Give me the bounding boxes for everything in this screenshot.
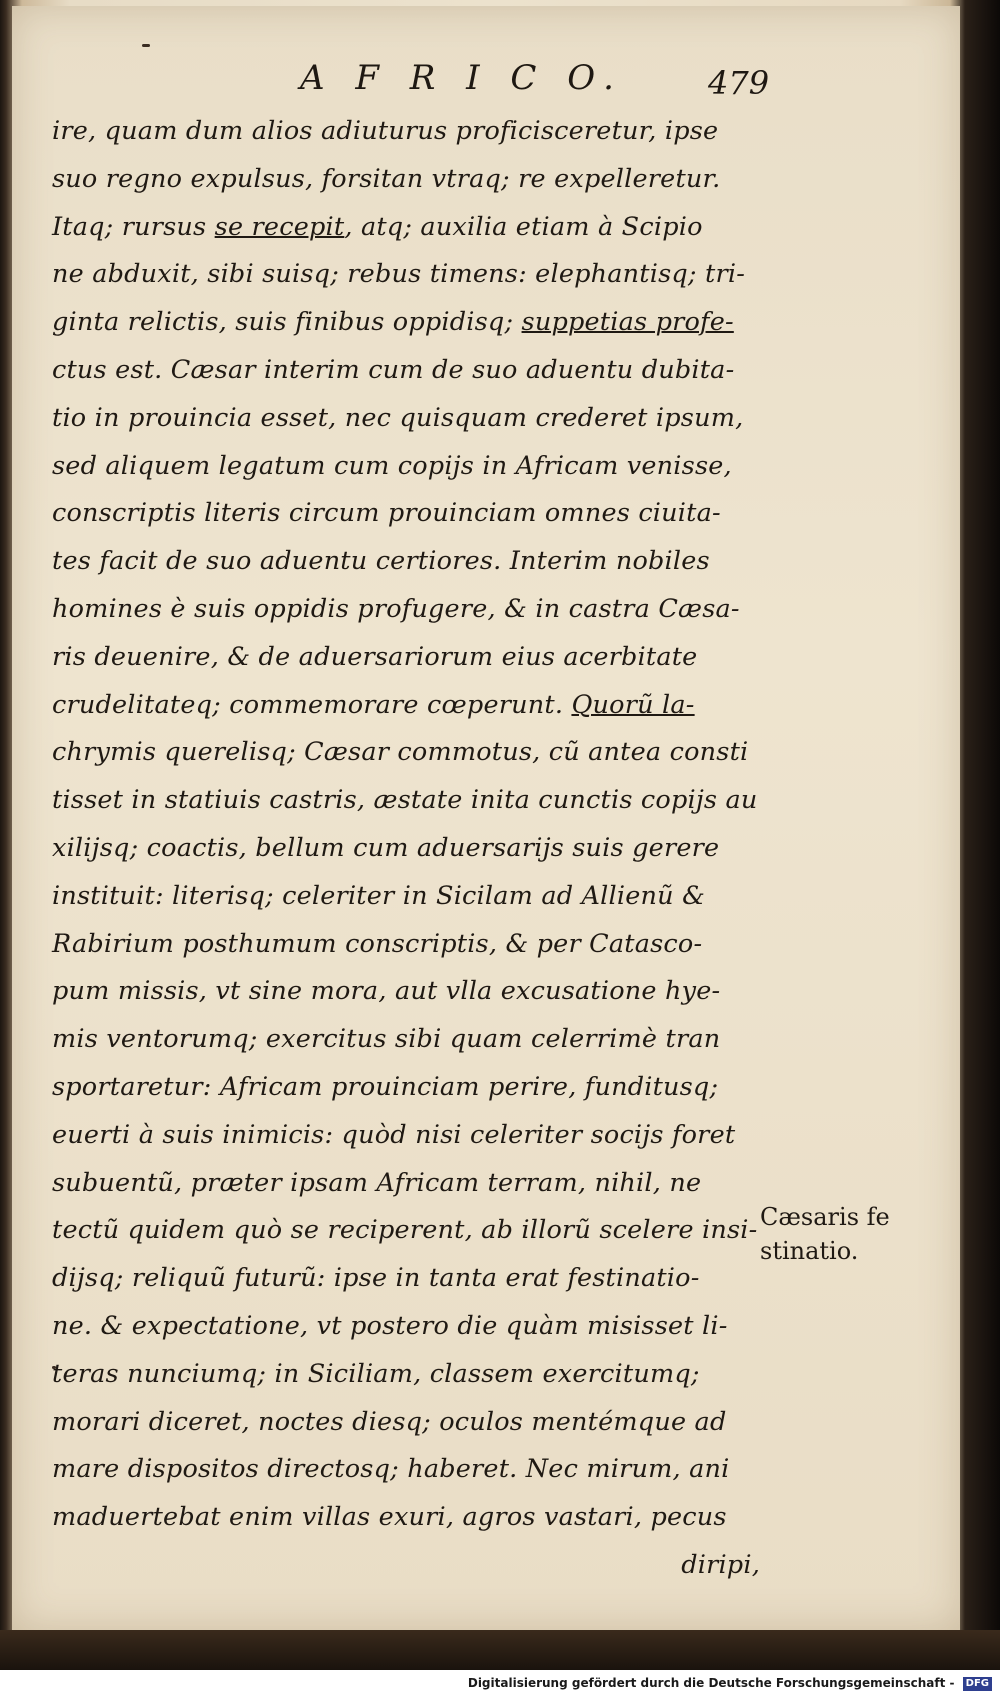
text-line: maduertebat enim villas exuri, agros vastari, pecus	[52, 1502, 727, 1533]
text-line: tectũ quidem quò se reciperent, ab illorũ scelere insi-	[52, 1215, 758, 1246]
marginal-note	[760, 1200, 910, 1268]
funding-credit-text: Digitalisierung gefördert durch die Deutsche Forschungsgemeinschaft -	[467, 1676, 955, 1690]
underlined-phrase: suppetias profe-	[521, 307, 734, 338]
text-line: sportaretur: Africam prouinciam perire, funditusq;	[52, 1071, 719, 1102]
funding-credit	[468, 1676, 992, 1691]
text-line: mis ventorumq; exercitus sibi quam celerrimè tran	[52, 1024, 721, 1055]
dfg-logo: DFG	[963, 1677, 992, 1691]
text-line: ginta relictis, suis finibus oppidisq; suppetias profe-	[52, 307, 734, 338]
catchword: diripi,	[681, 1549, 760, 1580]
text-line: tio in prouincia esset, nec quisquam crederet ipsum,	[52, 402, 744, 433]
text-line: homines è suis oppidis profugere, & in castra Cæsa-	[52, 593, 740, 624]
text-line: subuentũ, præter ipsam Africam terram, nihil, ne	[52, 1167, 702, 1198]
running-head: A F R I C O.	[300, 58, 624, 98]
marginal-note-line: stinatio.	[760, 1237, 859, 1265]
page-edge	[0, 1630, 1000, 1670]
text-line: ctus est. Cæsar interim cum de suo aduentu dubita-	[52, 354, 735, 385]
footer-bar	[0, 1670, 1000, 1700]
text-line: dijsq; reliquũ futurũ: ipse in tanta erat festinatio-	[52, 1263, 700, 1294]
text-line: chrymis querelisq; Cæsar commotus, cũ antea consti	[52, 737, 749, 768]
text-line: sed aliquem legatum cum copijs in Africam venisse,	[52, 450, 732, 481]
ink-speck	[142, 44, 150, 47]
text-line: Rabirium posthumum conscriptis, & per Catascο-	[52, 928, 703, 959]
marginal-note-line: Cæsaris fe	[760, 1203, 890, 1231]
text-line: pum missis, vt sine mora, aut vlla excusatione hye-	[52, 976, 721, 1007]
text-block	[52, 108, 772, 1590]
text-line: conscriptis literis circum prouinciam omnes ciuita-	[52, 498, 721, 529]
text-line: instituit: literisq; celeriter in Sicilam ad Allienũ &	[52, 880, 705, 911]
text-line: suo regno expulsus, forsitan vtraq; re expelleretur.	[52, 163, 721, 194]
text-line: tes facit de suo aduentu certiores. Interim nobiles	[52, 546, 710, 577]
underlined-phrase: se recepit	[214, 211, 345, 242]
underlined-phrase: Quorũ la-	[571, 689, 695, 720]
text-line: morari diceret, noctes diesq; oculos mentémque ad	[52, 1406, 727, 1437]
text-line: Itaq; rursus se recepit, atq; auxilia etiam à Scipio	[52, 211, 703, 242]
text-line: crudelitateq; commemorare cœperunt. Quorũ la-	[52, 689, 695, 720]
text-line: tisset in statiuis castris, æstate inita cunctis copijs au	[52, 785, 758, 816]
text-line: ire, quam dum alios adiuturus proficisceretur, ipse	[52, 116, 719, 146]
text-line: euerti à suis inimicis: quòd nisi celeriter socijs foret	[52, 1119, 736, 1150]
text-line: teras nunciumq; in Siciliam, classem exercitumq;	[52, 1358, 700, 1389]
text-line: mare dispositos directosq; haberet. Nec mirum, ani	[52, 1454, 730, 1485]
text-line: ne abduxit, sibi suisq; rebus timens: elephantisq; tri-	[52, 259, 746, 290]
text-line: ne. & expectatione, vt postero die quàm misisset li-	[52, 1310, 728, 1341]
page-number: 479	[708, 64, 770, 102]
text-line: xilijsq; coactis, bellum cum aduersarijs suis gerere	[52, 832, 720, 863]
text-line: ris deuenire, & de aduersariorum eius acerbitate	[52, 641, 698, 672]
